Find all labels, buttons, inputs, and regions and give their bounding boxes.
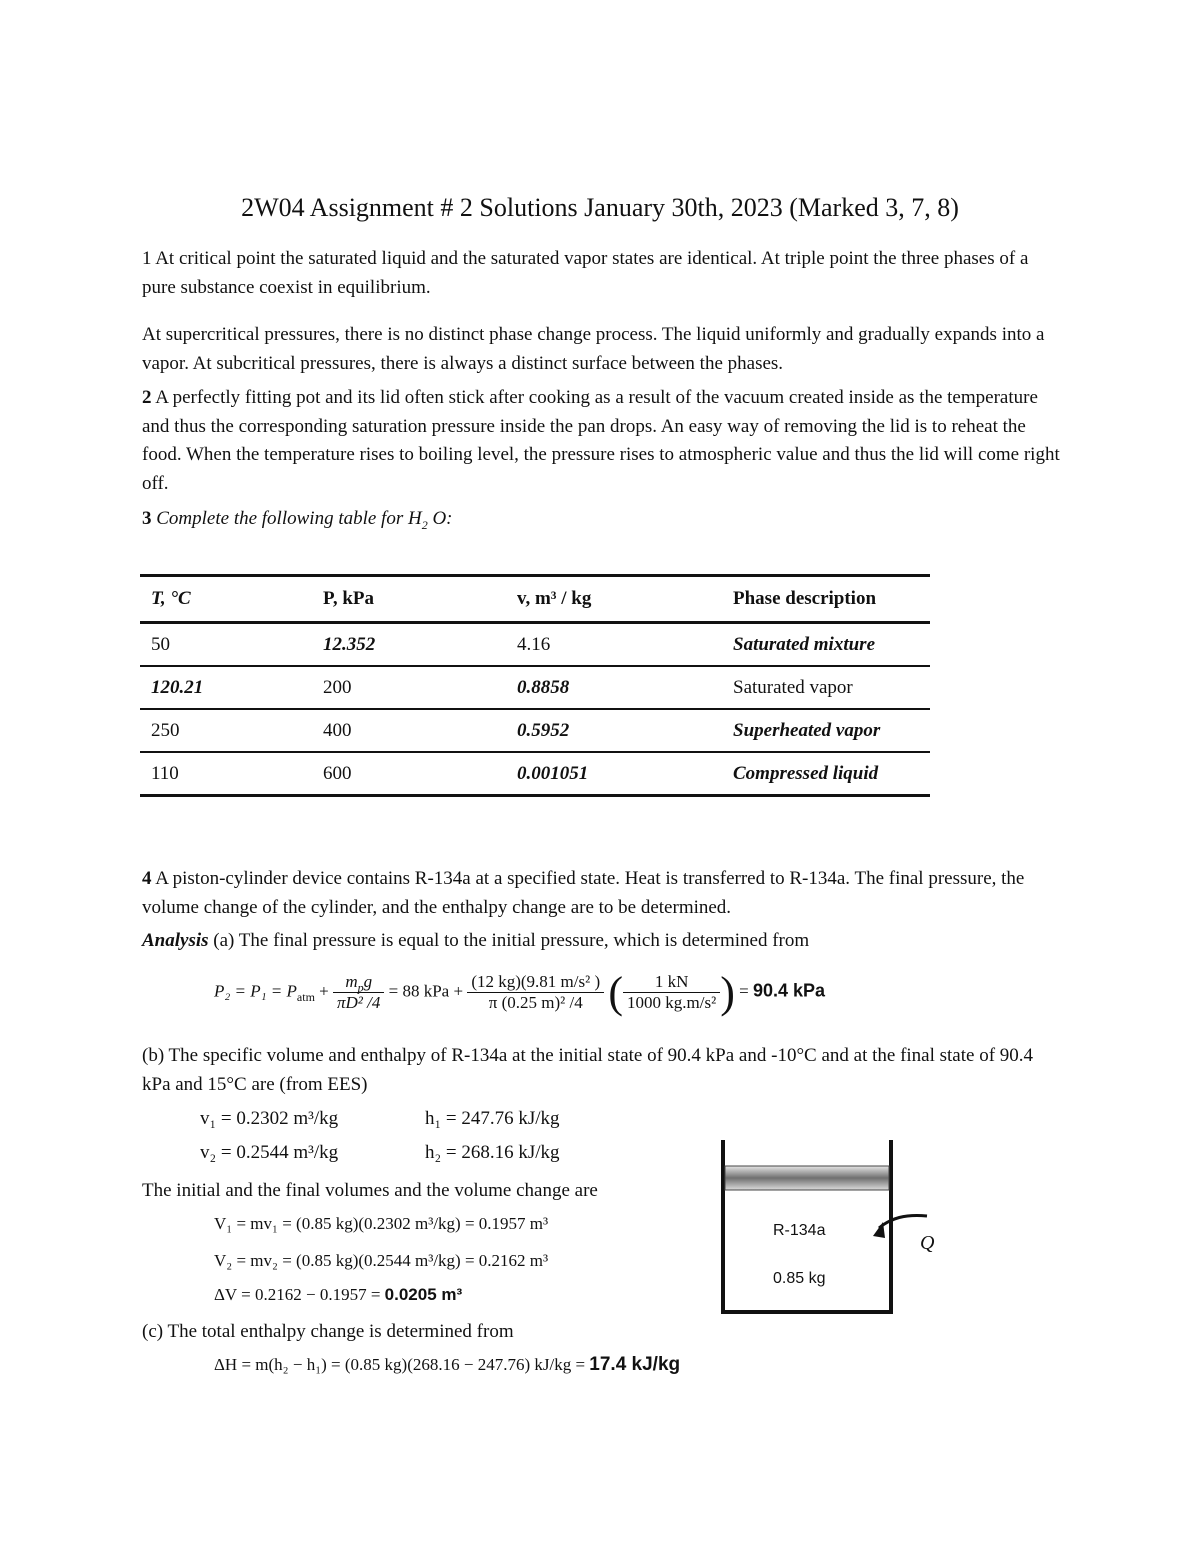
delta-h-equation: ΔH = m(h₂ − h₁) = (0.85 kg)(268.16 − 247.76) kJ/kg = 17.4 kJ/kg [214,1354,681,1375]
cell-v: 0.001051 [506,752,722,796]
table-row [140,709,930,752]
fraction-numeric: $\frac{\text{(12 kg)(9.81 m/s² )}}{\text{π (0.25 m)² /4}}$ [467,972,604,1013]
cell-p: 400 [312,709,506,752]
delta-v-result: 0.0205 m³ [384,1285,463,1304]
header-pressure: P, kPa [312,576,506,623]
header-specific-volume: v, m³ / kg [506,576,722,623]
cell-phase: Superheated vapor [722,709,930,752]
header-temperature: T, °C [140,576,312,623]
delta-h-result: 17.4 kJ/kg [589,1354,681,1375]
q3-prompt: 3 Complete the following table for $H_2$ O: [142,508,453,532]
cell-v: 4.16 [506,623,722,667]
cell-t: 110 [140,752,312,796]
q2-paragraph [142,384,1062,498]
pressure-result: 90.4 kPa [752,980,826,1001]
cell-t: 250 [140,709,312,752]
q1-number: 1 [142,248,152,269]
v1-equation: V₁ = mv₁ = (0.85 kg)(0.2302 m³/kg) = 0.1957 m³ [214,1214,549,1233]
cell-phase: Compressed liquid [722,752,930,796]
heat-label: Q [920,1232,935,1254]
left-paren: ( [608,968,624,1017]
cell-v: 0.8858 [506,666,722,709]
v2-equation: V₂ = mv₂ = (0.85 kg)(0.2544 m³/kg) = 0.2162 m³ [214,1251,549,1270]
page-title: 2W04 Assignment # 2 Solutions January 30th, 2023 (Marked 3, 7, 8) [241,193,959,222]
cell-v: 0.5952 [506,709,722,752]
header-phase: Phase description [722,576,930,623]
volume-intro: The initial and the final volumes and the volume change are [142,1180,598,1201]
pressure-equation: $P_2 = P_1 = P_{atm}$ + $\frac{m_pg}{\text{πD² /4}}$ = 88 kPa + $\frac{\text{(12 kg)(9.81 m/s² )}}{\text{π (0.25 m)² /4}}$ ( $\frac{1 kN}{\text{1000 kg.m/s²}}$ ) = 90.4 kPa [214,968,826,1017]
cell-t: 50 [140,623,312,667]
h1-value: h₁ = 247.76 kJ/kg [425,1108,560,1129]
q2-text: A perfectly fitting pot and its lid often stick after cooking as a result of the vacuum created inside as the temperature and thus the corresponding saturation pressure inside the pan drops. An easy way of removing the lid is to reheat the food. When the temperature rises to boiling level, the pressure rises to atmospheric value and thus the lid will come right off. [142,387,1060,494]
cell-t: 120.21 [140,666,312,709]
cell-p: 600 [312,752,506,796]
q2-number: 2 [142,387,152,408]
properties-table [140,574,930,797]
q4-intro: 4 A piston-cylinder device contains R-134a at a specified state. Heat is transferred to R-134a. The final pressure, the volume change of the cylinder, and the enthalpy change are to be determined. [142,868,1025,918]
q3-number: 3 [142,508,152,529]
v1-value: v₁ = 0.2302 m³/kg [200,1108,339,1129]
q1-paragraph-1 [142,245,1062,302]
q4-part-c: (c) The total enthalpy change is determined from [142,1321,514,1342]
q1-text: At critical point the saturated liquid and the saturated vapor states are identical. At triple point the three phases of a pure substance coexist in equilibrium. [142,248,1029,298]
v2-value: v₂ = 0.2544 m³/kg [200,1142,339,1163]
h2-value: h₂ = 268.16 kJ/kg [425,1142,560,1163]
table-row [140,666,930,709]
mass-label: 0.85 kg [773,1270,826,1287]
cell-p: 12.352 [312,623,506,667]
q1-paragraph-2: At supercritical pressures, there is no distinct phase change process. The liquid uniformly and gradually expands into a vapor. At subcritical pressures, there is always a distinct surface between the phases. [142,324,1045,374]
right-paren: ) [720,968,735,1017]
cell-phase: Saturated mixture [722,623,930,667]
q4-number: 4 [142,868,152,889]
substance-label: R-134a [773,1222,826,1239]
piston-cylinder-drawing [715,1138,975,1320]
q4-part-b: (b) The specific volume and enthalpy of R-134a at the initial state of 90.4 kPa and -10°C and at the final state of 90.4 kPa and 15°C are (from EES) [142,1045,1034,1095]
delta-v-equation: ΔV = 0.2162 − 0.1957 = 0.0205 m³ [214,1285,463,1304]
fraction-mpg: $\frac{m_pg}{\text{πD² /4}}$ [333,972,384,1013]
cell-phase: Saturated vapor [722,666,930,709]
analysis-label: Analysis [142,930,209,951]
fraction-unit-conversion: $\frac{1 kN}{\text{1000 kg.m/s²}}$ [623,972,720,1013]
table-row [140,623,930,667]
cell-p: 200 [312,666,506,709]
piston-cylinder-figure [715,1138,975,1320]
table-header-row [140,576,930,623]
table-row [140,752,930,796]
q4-analysis-a: Analysis (a) The final pressure is equal to the initial pressure, which is determined from [142,930,810,951]
